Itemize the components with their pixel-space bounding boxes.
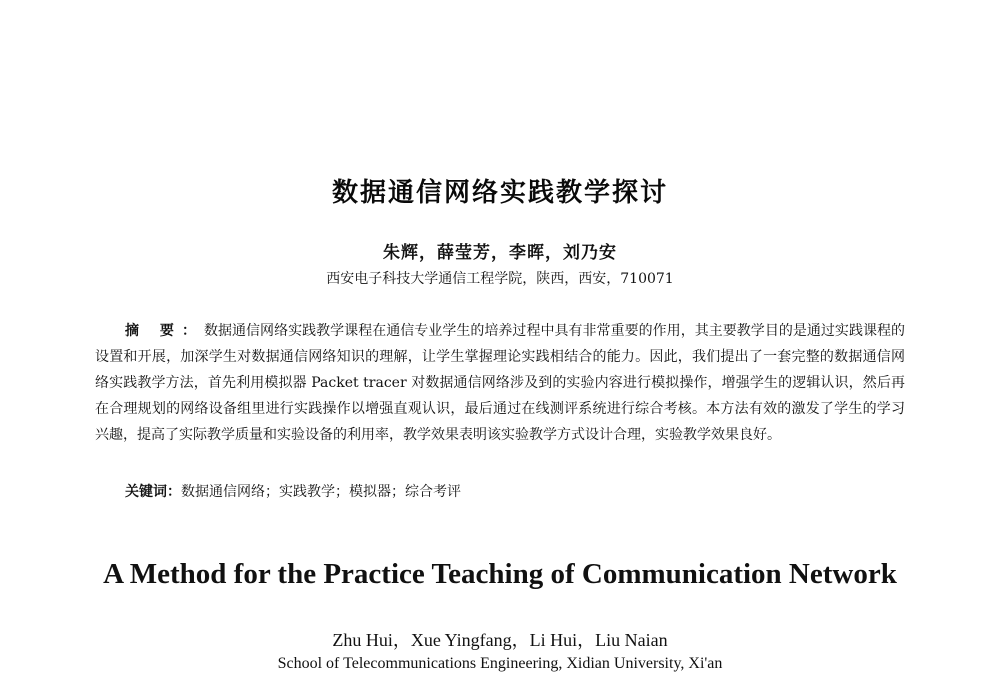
- keywords: [125, 481, 461, 503]
- keywords-text: 数据通信网络；实践教学；模拟器；综合考评: [181, 484, 461, 500]
- keywords-label: 关键词：: [125, 484, 181, 500]
- abstract-text: 数据通信网络实践教学课程在通信专业学生的培养过程中具有非常重要的作用，其主要教学目的是通过实践课程的设置和开展，加深学生对数据通信网络知识的理解，让学生掌握理论实践相结合的能力。因此，我们提出了一套完整的数据通信网络实践教学方法，首先利用模拟器 Packet tracer 对数据通信网络涉及到的实验内容进行模拟操作，增强学生的逻辑认识，然后再在合理规划的网络设备组里进行实践操作以增强直观认识，最后通过在线测评系统进行综合考核。本方法有效的激发了学生的学习兴趣，提高了实际教学质量和实验设备的利用率，教学效果表明该实验教学方式设计合理，实验教学效果良好。: [95, 323, 906, 443]
- english-authors: Zhu Hui，Xue Yingfang，Li Hui，Liu Naian: [332, 630, 668, 650]
- chinese-authors: 朱辉，薛莹芳，李晖，刘乃安: [383, 243, 617, 263]
- abstract-label: 摘 要：: [125, 323, 204, 339]
- abstract: [95, 318, 905, 448]
- english-title: A Method for the Practice Teaching of Communication Network: [103, 558, 897, 590]
- chinese-affiliation: 西安电子科技大学通信工程学院，陕西，西安，710071: [326, 271, 674, 287]
- english-affiliation: School of Telecommunications Engineering, Xidian University, Xi'an: [277, 655, 723, 672]
- chinese-title: 数据通信网络实践教学探讨: [331, 178, 668, 208]
